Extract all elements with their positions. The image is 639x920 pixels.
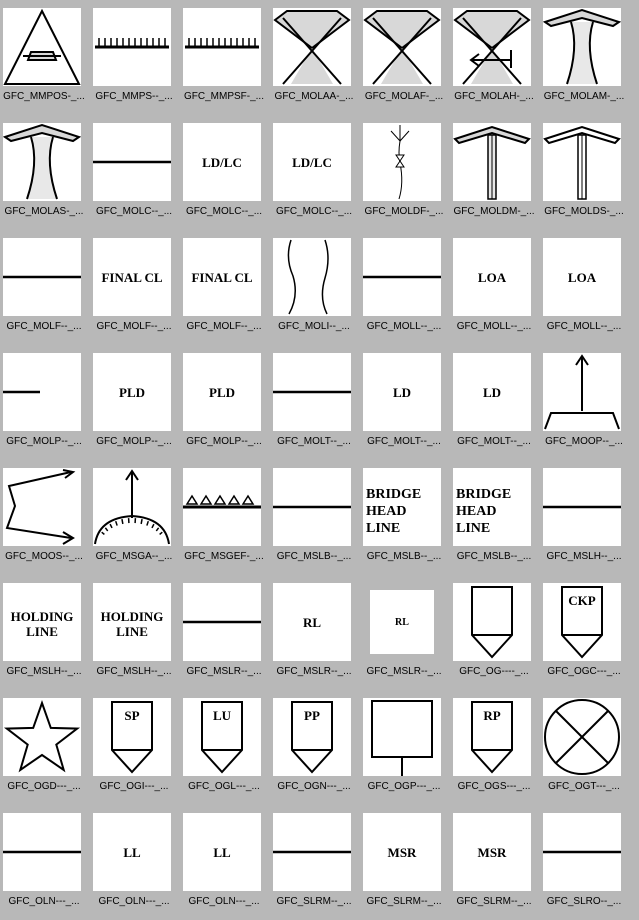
svg-text:RP: RP bbox=[483, 708, 500, 723]
text-label-icon bbox=[183, 238, 261, 316]
symbol-caption: GFC_SLRM--_... bbox=[360, 896, 448, 908]
symbol-item[interactable] bbox=[450, 230, 540, 345]
symbol-item[interactable] bbox=[180, 345, 270, 460]
symbol-caption: GFC_MSLB--_... bbox=[270, 551, 358, 563]
symbol-caption: GFC_MOLF--_... bbox=[90, 321, 178, 333]
symbol-caption: GFC_OG----_... bbox=[450, 666, 538, 678]
svg-text:HEAD: HEAD bbox=[456, 504, 496, 519]
symbol-item[interactable] bbox=[90, 805, 180, 920]
symbol-caption: GFC_MOLDS-_... bbox=[540, 206, 628, 218]
triangle-obstacle-icon bbox=[3, 8, 81, 86]
symbol-item[interactable] bbox=[180, 115, 270, 230]
double-column-icon bbox=[543, 123, 621, 201]
text-label-icon bbox=[183, 813, 261, 891]
pentagon-marker-icon bbox=[273, 698, 351, 776]
symbol-caption: GFC_MSGEF-_... bbox=[180, 551, 268, 563]
symbol-item[interactable] bbox=[360, 345, 450, 460]
svg-text:CKP: CKP bbox=[568, 593, 596, 608]
symbol-item[interactable] bbox=[360, 0, 450, 115]
symbol-caption: GFC_MOLT--_... bbox=[360, 436, 448, 448]
line-icon bbox=[3, 238, 81, 316]
svg-text:LD/LC: LD/LC bbox=[202, 155, 242, 170]
multiline-text-icon bbox=[363, 468, 441, 546]
svg-text:BRIDGE: BRIDGE bbox=[366, 487, 421, 502]
symbol-item[interactable] bbox=[90, 0, 180, 115]
symbol-caption: GFC_MSLB--_... bbox=[360, 551, 448, 563]
text-label-icon bbox=[183, 123, 261, 201]
symbol-item[interactable] bbox=[540, 115, 630, 230]
svg-text:PLD: PLD bbox=[209, 385, 235, 400]
text-label-icon bbox=[93, 813, 171, 891]
symbol-item[interactable] bbox=[270, 690, 360, 805]
symbol-item[interactable] bbox=[450, 575, 540, 690]
symbol-caption: GFC_MOLDF-_... bbox=[360, 206, 448, 218]
svg-text:LOA: LOA bbox=[568, 270, 597, 285]
symbol-caption: GFC_MOLDM-_... bbox=[450, 206, 538, 218]
svg-text:LU: LU bbox=[213, 708, 232, 723]
symbol-caption: GFC_MMPOS-_... bbox=[0, 91, 88, 103]
svg-text:LL: LL bbox=[123, 845, 141, 860]
symbol-caption: GFC_MSLH--_... bbox=[540, 551, 628, 563]
symbol-caption: GFC_MOLT--_... bbox=[270, 436, 358, 448]
pentagon-marker-icon bbox=[453, 583, 531, 661]
pentagon-marker-icon bbox=[183, 698, 261, 776]
svg-text:LD: LD bbox=[483, 385, 501, 400]
symbol-item[interactable] bbox=[540, 575, 630, 690]
symbol-caption: GFC_MOLL--_... bbox=[540, 321, 628, 333]
svg-text:HEAD: HEAD bbox=[366, 504, 406, 519]
symbol-item[interactable] bbox=[180, 460, 270, 575]
symbol-item[interactable] bbox=[180, 0, 270, 115]
multiline-text-icon bbox=[3, 583, 81, 661]
text-label-icon bbox=[183, 353, 261, 431]
arrow-up-base-icon bbox=[543, 353, 621, 431]
svg-text:RL: RL bbox=[303, 615, 321, 630]
symbol-item[interactable] bbox=[540, 345, 630, 460]
hourglass-arrow-icon bbox=[453, 8, 531, 86]
symbol-item[interactable] bbox=[540, 460, 630, 575]
symbol-item[interactable] bbox=[360, 115, 450, 230]
symbol-item[interactable] bbox=[360, 460, 450, 575]
symbol-item[interactable] bbox=[270, 575, 360, 690]
text-label-icon bbox=[363, 813, 441, 891]
square-stem-icon bbox=[363, 698, 441, 776]
text-label-icon bbox=[453, 813, 531, 891]
hourglass-icon bbox=[363, 8, 441, 86]
symbol-caption: GFC_MOOP--_... bbox=[540, 436, 628, 448]
svg-text:LD: LD bbox=[393, 385, 411, 400]
symbol-item[interactable] bbox=[540, 690, 630, 805]
svg-text:LD/LC: LD/LC bbox=[292, 155, 332, 170]
arrow-hourglass-icon bbox=[363, 123, 441, 201]
svg-text:LINE: LINE bbox=[366, 521, 400, 536]
symbol-item[interactable] bbox=[0, 690, 90, 805]
symbol-item[interactable] bbox=[270, 230, 360, 345]
symbol-caption: GFC_MOLC--_... bbox=[270, 206, 358, 218]
svg-text:FINAL CL: FINAL CL bbox=[191, 270, 252, 285]
symbol-item[interactable] bbox=[270, 0, 360, 115]
symbol-caption: GFC_MSLB--_... bbox=[450, 551, 538, 563]
symbol-item[interactable] bbox=[270, 460, 360, 575]
symbol-item[interactable] bbox=[180, 805, 270, 920]
symbol-caption: GFC_OGC---_... bbox=[540, 666, 628, 678]
multiline-text-icon bbox=[93, 583, 171, 661]
symbol-item[interactable] bbox=[90, 690, 180, 805]
text-label-icon bbox=[363, 353, 441, 431]
symbol-item[interactable] bbox=[0, 575, 90, 690]
symbol-caption: GFC_MOLAM-_... bbox=[540, 91, 628, 103]
symbol-caption: GFC_SLRM--_... bbox=[450, 896, 538, 908]
svg-text:LINE: LINE bbox=[456, 521, 490, 536]
symbol-caption: GFC_OGN---_... bbox=[270, 781, 358, 793]
symbol-item[interactable] bbox=[450, 0, 540, 115]
svg-text:LL: LL bbox=[213, 845, 231, 860]
symbol-item[interactable] bbox=[180, 230, 270, 345]
small-text-label-icon bbox=[370, 590, 434, 654]
svg-text:HOLDING: HOLDING bbox=[11, 609, 74, 624]
symbol-item[interactable] bbox=[360, 805, 450, 920]
pentagon-marker-icon bbox=[543, 583, 621, 661]
line-icon bbox=[93, 123, 171, 201]
symbol-item[interactable] bbox=[450, 805, 540, 920]
symbol-caption: GFC_OGT---_... bbox=[540, 781, 628, 793]
svg-text:LINE: LINE bbox=[116, 624, 148, 639]
symbol-item[interactable] bbox=[90, 575, 180, 690]
line-ticks-icon bbox=[93, 8, 171, 86]
symbol-caption: GFC_MOLP--_... bbox=[180, 436, 268, 448]
symbol-item[interactable] bbox=[360, 690, 450, 805]
symbol-caption: GFC_MSLR--_... bbox=[360, 666, 448, 678]
symbol-caption: GFC_MMPS--_... bbox=[90, 91, 178, 103]
symbol-caption: GFC_OGS---_... bbox=[450, 781, 538, 793]
symbol-item[interactable] bbox=[90, 230, 180, 345]
text-label-icon bbox=[453, 238, 531, 316]
line-icon bbox=[543, 468, 621, 546]
symbol-item[interactable] bbox=[540, 805, 630, 920]
svg-text:SP: SP bbox=[124, 708, 139, 723]
symbol-item[interactable] bbox=[0, 345, 90, 460]
bracket-arrows-icon bbox=[3, 468, 81, 546]
symbol-item[interactable] bbox=[450, 460, 540, 575]
symbol-caption: GFC_MOLF--_... bbox=[0, 321, 88, 333]
svg-text:PLD: PLD bbox=[119, 385, 145, 400]
symbol-item[interactable] bbox=[270, 805, 360, 920]
wavy-lines-icon bbox=[273, 238, 351, 316]
double-column-icon bbox=[453, 123, 531, 201]
symbol-caption: GFC_MSGA--_... bbox=[90, 551, 178, 563]
symbol-item[interactable] bbox=[90, 115, 180, 230]
text-label-icon bbox=[273, 583, 351, 661]
symbol-item[interactable] bbox=[270, 115, 360, 230]
symbol-item[interactable] bbox=[180, 690, 270, 805]
multiline-text-icon bbox=[453, 468, 531, 546]
symbol-caption: GFC_MOLC--_... bbox=[90, 206, 178, 218]
symbol-caption: GFC_MOLAA-_... bbox=[270, 91, 358, 103]
symbol-item[interactable] bbox=[180, 575, 270, 690]
symbol-caption: GFC_MOLL--_... bbox=[450, 321, 538, 333]
symbol-caption: GFC_OLN---_... bbox=[90, 896, 178, 908]
short-line-icon bbox=[3, 353, 81, 431]
symbol-caption: GFC_MOLF--_... bbox=[180, 321, 268, 333]
symbol-item[interactable] bbox=[270, 345, 360, 460]
symbol-caption: GFC_MSLH--_... bbox=[90, 666, 178, 678]
symbol-caption: GFC_MOLP--_... bbox=[90, 436, 178, 448]
line-icon bbox=[273, 468, 351, 546]
symbol-caption: GFC_MMPSF-_... bbox=[180, 91, 268, 103]
symbol-caption: GFC_OGP---_... bbox=[360, 781, 448, 793]
symbol-caption: GFC_MSLH--_... bbox=[0, 666, 88, 678]
symbol-item[interactable] bbox=[0, 230, 90, 345]
symbol-item[interactable] bbox=[540, 230, 630, 345]
text-label-icon bbox=[453, 353, 531, 431]
symbol-caption: GFC_MOLT--_... bbox=[450, 436, 538, 448]
symbol-caption: GFC_MOLAH-_... bbox=[450, 91, 538, 103]
curved-column-icon bbox=[3, 123, 81, 201]
text-label-icon bbox=[93, 353, 171, 431]
svg-text:MSR: MSR bbox=[478, 845, 508, 860]
symbol-item[interactable] bbox=[90, 460, 180, 575]
text-label-icon bbox=[543, 238, 621, 316]
line-icon bbox=[273, 353, 351, 431]
symbol-caption: GFC_SLRO--_... bbox=[540, 896, 628, 908]
symbol-caption: GFC_MOLL--_... bbox=[360, 321, 448, 333]
arrow-dome-icon bbox=[93, 468, 171, 546]
symbol-caption: GFC_OGL---_... bbox=[180, 781, 268, 793]
symbol-item[interactable] bbox=[450, 345, 540, 460]
symbol-item[interactable] bbox=[90, 345, 180, 460]
symbol-item[interactable] bbox=[360, 230, 450, 345]
symbol-item[interactable] bbox=[0, 460, 90, 575]
symbol-caption: GFC_SLRM--_... bbox=[270, 896, 358, 908]
svg-text:BRIDGE: BRIDGE bbox=[456, 487, 511, 502]
symbol-item[interactable] bbox=[0, 805, 90, 920]
symbol-item[interactable] bbox=[450, 115, 540, 230]
symbol-caption: GFC_MOOS--_... bbox=[0, 551, 88, 563]
svg-text:HOLDING: HOLDING bbox=[101, 609, 164, 624]
symbol-caption: GFC_OGI---_... bbox=[90, 781, 178, 793]
pentagon-marker-icon bbox=[453, 698, 531, 776]
symbol-item[interactable] bbox=[0, 0, 90, 115]
line-ticks-icon bbox=[183, 8, 261, 86]
svg-text:FINAL CL: FINAL CL bbox=[101, 270, 162, 285]
line-icon bbox=[273, 813, 351, 891]
symbol-item[interactable] bbox=[540, 0, 630, 115]
symbol-item[interactable] bbox=[360, 575, 450, 690]
svg-text:MSR: MSR bbox=[388, 845, 418, 860]
symbol-caption: GFC_MOLAF-_... bbox=[360, 91, 448, 103]
svg-text:RL: RL bbox=[395, 617, 409, 628]
symbol-caption: GFC_MSLR--_... bbox=[270, 666, 358, 678]
line-triangles-icon bbox=[183, 468, 261, 546]
line-icon bbox=[3, 813, 81, 891]
svg-text:PP: PP bbox=[304, 708, 320, 723]
symbol-caption: GFC_MOLI--_... bbox=[270, 321, 358, 333]
curved-column-icon bbox=[543, 8, 621, 86]
svg-text:LOA: LOA bbox=[478, 270, 507, 285]
symbol-caption: GFC_MSLR--_... bbox=[180, 666, 268, 678]
symbol-item[interactable] bbox=[450, 690, 540, 805]
symbol-item[interactable] bbox=[0, 115, 90, 230]
pentagon-marker-icon bbox=[93, 698, 171, 776]
star-icon bbox=[3, 698, 81, 776]
symbol-caption: GFC_MOLC--_... bbox=[180, 206, 268, 218]
symbol-caption: GFC_MOLP--_... bbox=[0, 436, 88, 448]
symbol-caption: GFC_OGD---_... bbox=[0, 781, 88, 793]
symbol-caption: GFC_OLN---_... bbox=[180, 896, 268, 908]
svg-text:LINE: LINE bbox=[26, 624, 58, 639]
symbol-caption: GFC_MOLAS-_... bbox=[0, 206, 88, 218]
text-label-icon bbox=[273, 123, 351, 201]
line-icon bbox=[183, 583, 261, 661]
symbol-caption: GFC_OLN---_... bbox=[0, 896, 88, 908]
text-label-icon bbox=[93, 238, 171, 316]
line-icon bbox=[363, 238, 441, 316]
circle-x-icon bbox=[543, 698, 621, 776]
hourglass-icon bbox=[273, 8, 351, 86]
line-icon bbox=[543, 813, 621, 891]
